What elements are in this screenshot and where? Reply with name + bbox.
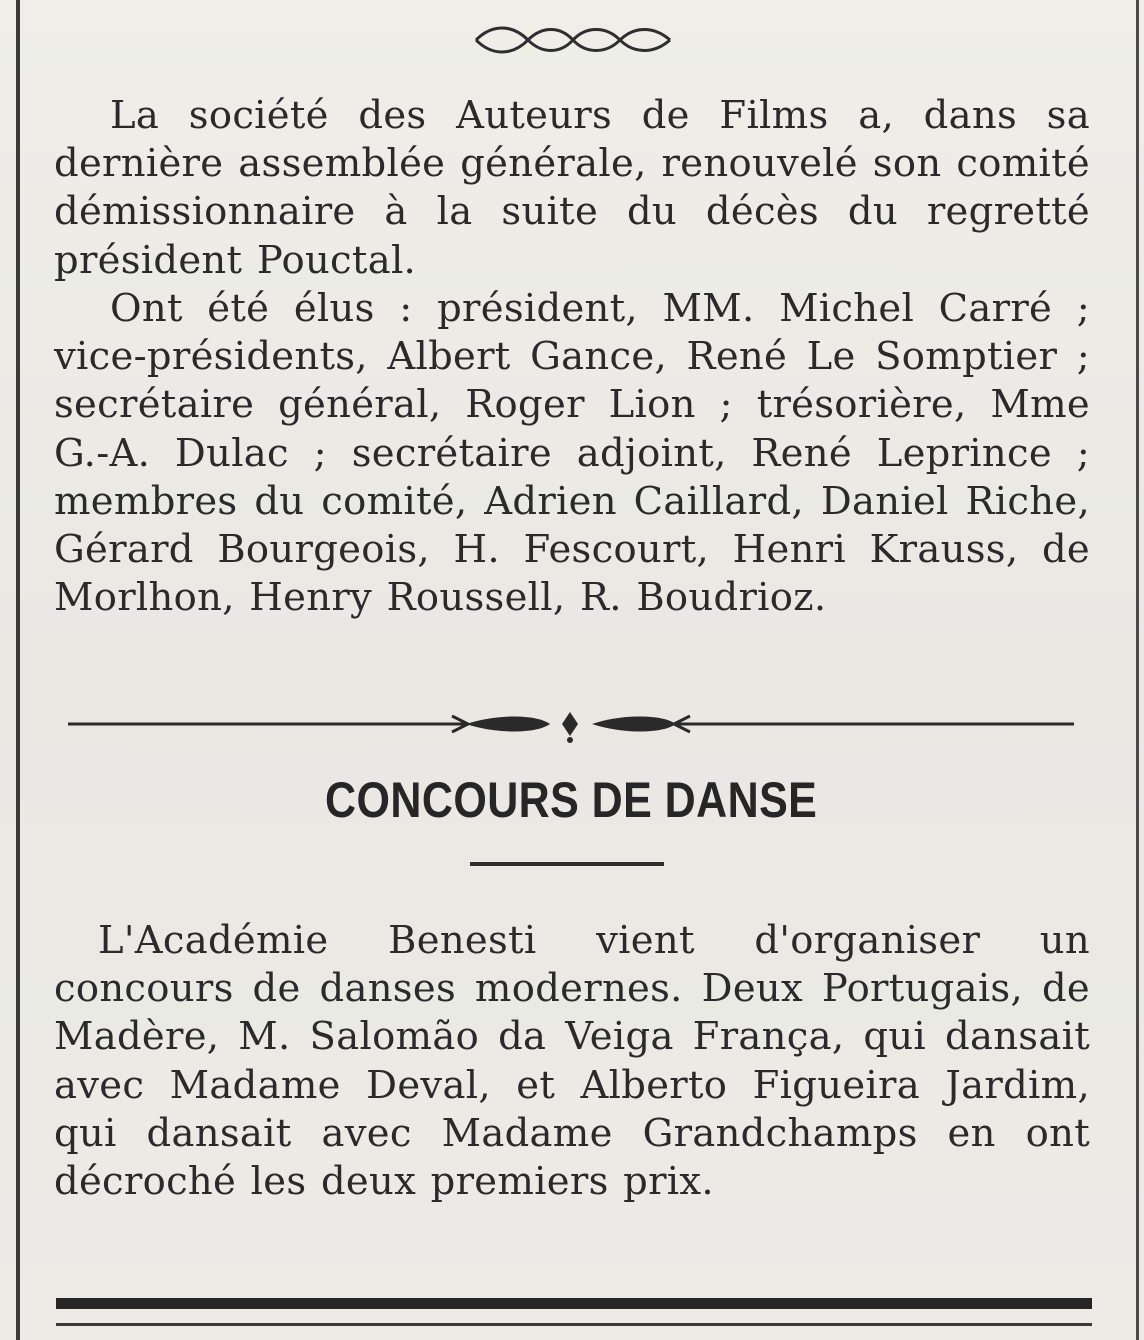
- article-paragraph: L'Académie Benesti vient d'organiser un concours de danses modernes. Deux Portugais, de Madère, M. Salomão da Veiga França, qui dansait avec Madame Deval, et Alberto Figueira Jardim, qui dansait avec Madame Grandchamps en ont décroché les deux premiers prix.: [54, 918, 1090, 1205]
- bottom-rule-thick: [56, 1298, 1092, 1309]
- article-headline: CONCOURS DE DANSE: [324, 772, 818, 828]
- column-rule-right: [1136, 0, 1139, 1340]
- wave-ornament-icon: [470, 18, 676, 58]
- bottom-rule-thin: [56, 1323, 1092, 1326]
- scroll-ornament-divider-icon: [66, 706, 1076, 746]
- article-paragraph: La société des Auteurs de Films a, dans sa dernière assemblée générale, renouvelé son comité démissionnaire à la suite du décès du regretté président Pouctal.: [54, 93, 1090, 283]
- column-rule-left: [16, 0, 20, 1340]
- headline-rule: [470, 862, 664, 866]
- article-paragraph: Ont été élus : président, MM. Michel Carré ; vice-présidents, Albert Gance, René Le Somptier ; secrétaire général, Roger Lion ; trésorière, Mme G.-A. Dulac ; secrétaire adjoint, René Leprince ; membres du comité, Adrien Caillard, Daniel Riche, Gérard Bourgeois, H. Fescourt, Henri Krauss, de Morlhon, Henry Roussell, R. Boudrioz.: [54, 286, 1090, 621]
